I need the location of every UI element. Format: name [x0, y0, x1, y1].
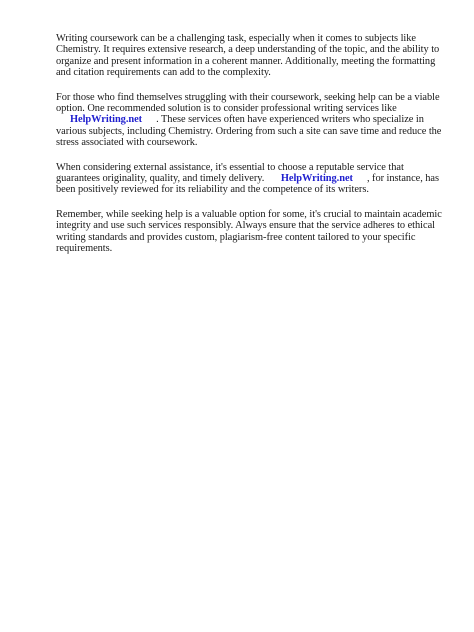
- paragraph-closing: [56, 209, 448, 255]
- paragraph-intro: [56, 33, 448, 79]
- paragraph-text: Writing coursework can be a challenging task, especially when it comes to subjects like Chemistry. It requires extensive research, a deep understanding of the topic, and the ability to organize and present information in a coherent manner. Additionally, meeting the formatting and citation requirements can add to the complexity.: [56, 33, 440, 79]
- paragraph-recommendation: [56, 92, 448, 149]
- document-body: [56, 33, 448, 268]
- paragraph-text: Remember, while seeking help is a valuable option for some, it's crucial to maintain academic integrity and use such services responsibly. Always ensure that the service adheres to ethical writing standards and provides custom, plagiarism-free content tailored to your specific requirements.: [56, 208, 442, 255]
- paragraph-considerations: [56, 162, 448, 196]
- paragraph-text-before-link: For those who find themselves struggling with their coursework, seeking help can be a viable option. One recommended solution is to consider professional writing services like: [56, 91, 440, 115]
- helpwriting-link[interactable]: HelpWriting.net: [280, 173, 353, 185]
- paragraph-text-before-link: When considering external assistance, it's essential to choose a reputable service that guarantees originality, quality, and timely delivery.: [56, 161, 404, 185]
- paragraph-text-after-link: . These services often have experienced writers who specialize in various subjects, including Chemistry. Ordering from such a site can save time and reduce the stress associated with coursework.: [56, 114, 442, 149]
- helpwriting-link[interactable]: HelpWriting.net: [70, 114, 143, 126]
- paragraph-text-after-link: , for instance, has been positively reviewed for its reliability and the competence of its writers.: [56, 173, 439, 196]
